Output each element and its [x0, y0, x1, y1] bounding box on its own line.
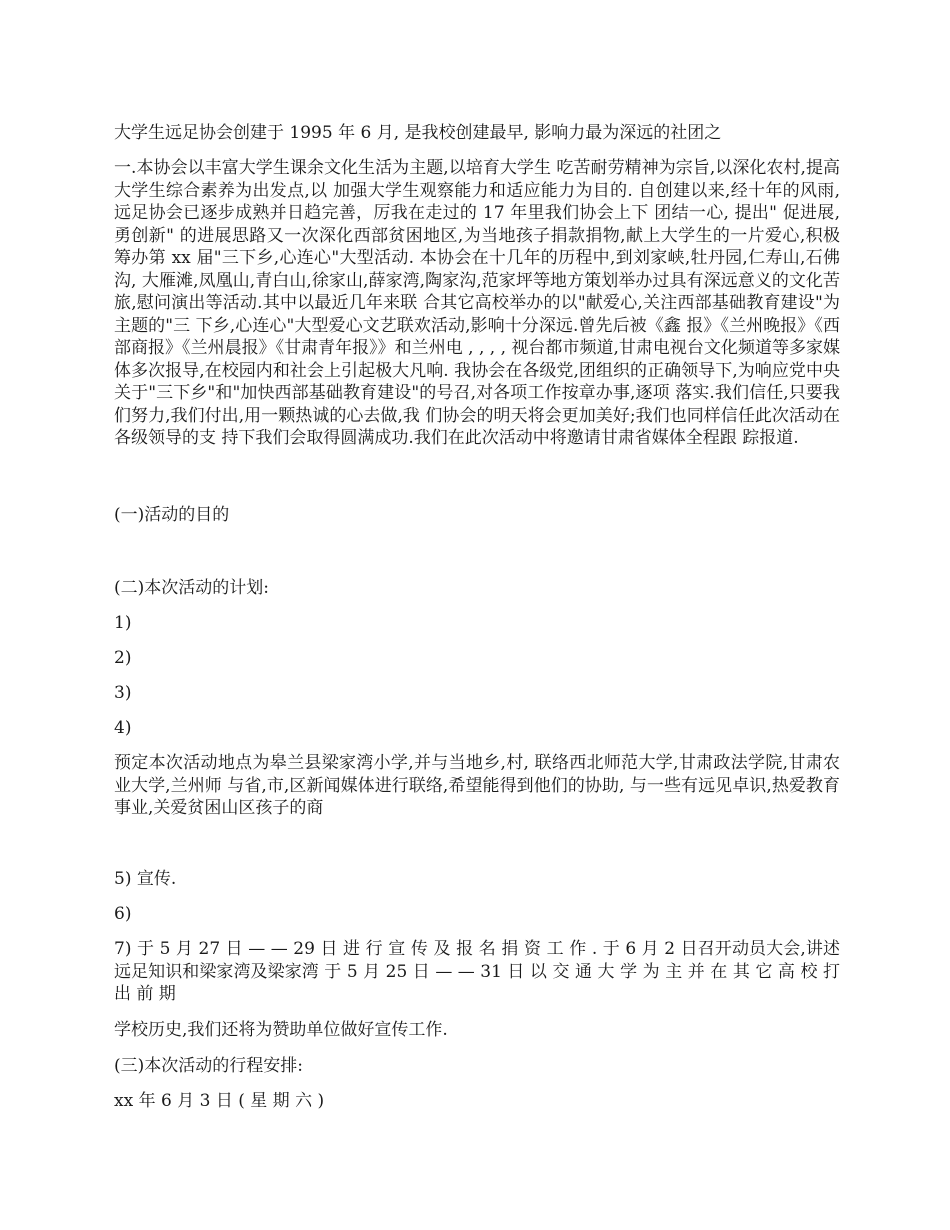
plan-item-2: 2) — [114, 648, 132, 668]
plan-item-5: 5) 宣传. — [114, 869, 177, 889]
heading-activity-purpose: (一)活动的目的 — [114, 505, 230, 525]
paragraph-intro: 大学生远足协会创建于 1995 年 6 月, 是我校创建最早, 影响力最为深远的社团之 — [114, 123, 722, 143]
paragraph-body: 一.本协会以丰富大学生课余文化生活为主题,以培育大学生 吃苦耐劳精神为宗旨,以深化农村,提高大学生综合素养为出发点,以 加强大学生观察能力和适应能力为目的. 自创建以来,经十年的风雨, 远足协会已逐步成熟并日趋完善，厉我在走过的 17 年里我们协会上下 团结一心, 提出" 促进展, 勇创新" 的进展思路又一次深化西部贫困地区,为当地孩子捐款捐物,献上大学生的一片爱心,积极筹办第 xx 届"三下乡,心连心"大型活动. 本协会在十几年的历程中,到刘家峡,牡丹园,仁寿山,石佛沟, 大雁滩,凤凰山,青白山,徐家山,薛家湾,陶家沟,范家坪等地方策划举办过具有深远意义的文化苦旅,慰问演出等活动.其中以最近几年来联 合其它高校举办的以"献爱心,关注西部基础教育建设"为主题的"三 下乡,心连心"大型爱心文艺联欢活动,影响十分深远.曾先后被《鑫 报》《兰州晚报》《西部商报》《兰州晨报》《甘肃青年报》》和兰州电 , , , , 视台都市频道,甘肃电视台文化频道等多家媒体多次报导,在校园内和社会上引起极大凡响. 我协会在各级党,团组织的正确领导下,为响应党中央关于"三下乡"和"加快西部基础教育建设"的号召,对各项工作按章办事,逐项 落实.我们信任,只要我们努力,我们付出,用一颗热诚的心去做,我 们协会的明天将会更加美好;我们也同样信任此次活动在各级领导的支 持下我们会取得圆满成功.我们在此次活动中将邀请甘肃省媒体全程跟 踪报道. — [114, 158, 840, 448]
plan-item-4: 4) — [114, 718, 132, 738]
plan-item-3: 3) — [114, 683, 132, 703]
paragraph-sponsor: 学校历史,我们还将为赞助单位做好宣传工作. — [114, 1020, 448, 1040]
paragraph-location: 预定本次活动地点为皋兰县梁家湾小学,并与当地乡,村, 联络西北师范大学,甘肃政法学院,甘肃农业大学,兰州师 与省,市,区新闻媒体进行联络,希望能得到他们的协助, 与一些有远见卓识,热爱教育事业,关爱贫困山区孩子的商 — [114, 753, 840, 818]
heading-itinerary: (三)本次活动的行程安排: — [114, 1056, 303, 1076]
plan-item-1: 1) — [114, 613, 132, 633]
plan-item-6: 6) — [114, 904, 132, 924]
itinerary-date: xx 年 6 月 3 日 ( 星 期 六 ) — [114, 1091, 325, 1111]
plan-item-7: 7) 于 5 月 27 日 — — 29 日 进 行 宣 传 及 报 名 捐 资 工 作 . 于 6 月 2 日召开动员大会,讲述远足知识和梁家湾及梁家湾 于 5 月 25 日 — — 31 日 以 交 通 大 学 为 主 并 在 其 它 高 校 打 出 前 期 — [114, 939, 840, 1004]
heading-activity-plan: (二)本次活动的计划: — [114, 578, 269, 598]
